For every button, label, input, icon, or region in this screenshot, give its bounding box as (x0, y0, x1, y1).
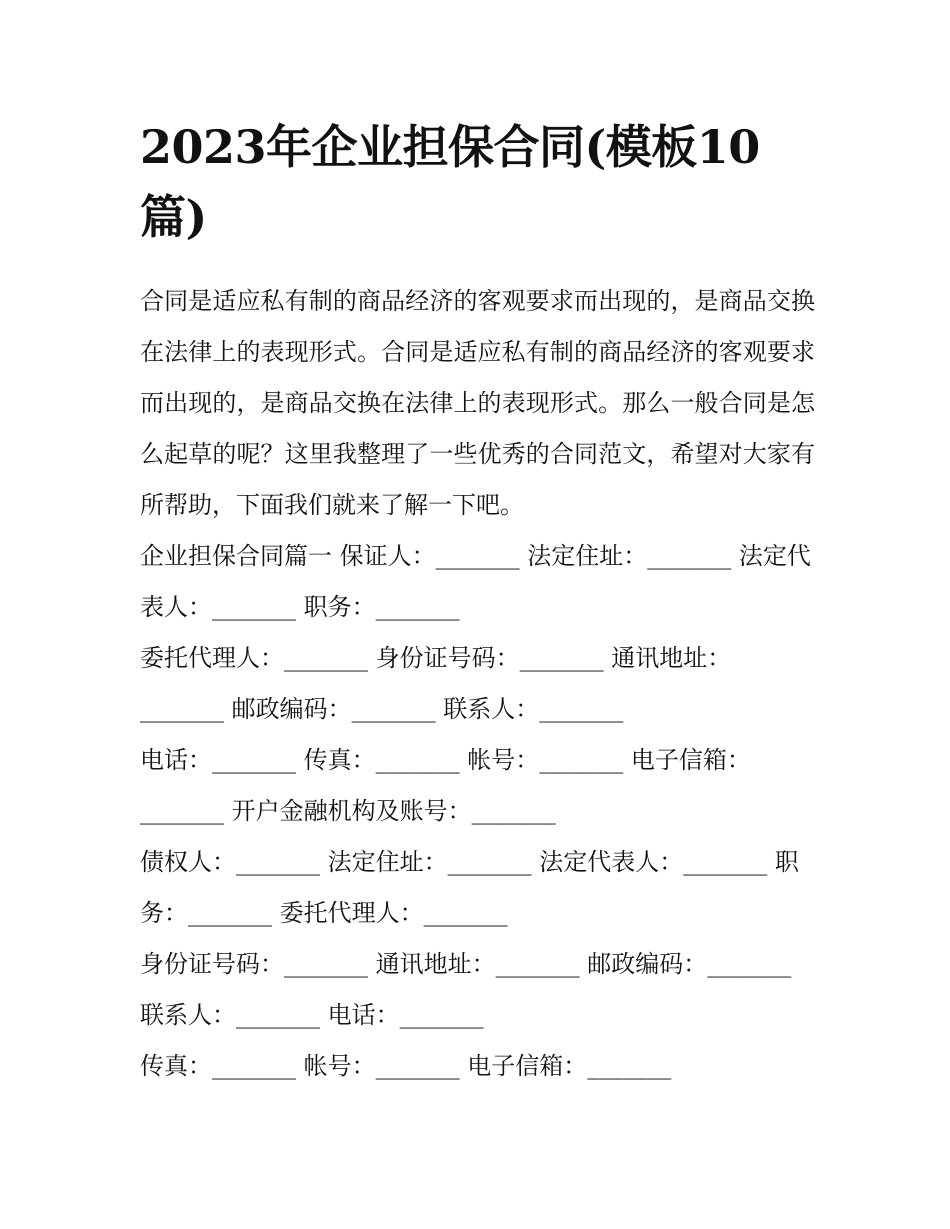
guarantor-info-line-2: 委托代理人：_______ 身份证号码：_______ 通讯地址：_______ 邮政编码：_______ 联系人：_______ (140, 644, 732, 723)
creditor-info-line-3: 传真：_______ 帐号：_______ 电子信箱：_______ (140, 1052, 672, 1080)
creditor-info-line-1: 债权人：_______ 法定住址：_______ 法定代表人：_______ 职务：_______ 委托代理人：_______ (140, 848, 799, 927)
guarantor-info-line-1: 企业担保合同篇一 保证人：_______ 法定住址：_______ 法定代表人：_______ 职务：_______ (140, 542, 811, 621)
document-title: 2023年企业担保合同(模板10篇) (140, 120, 760, 244)
document-page (140, 112, 815, 1092)
intro-paragraph: 合同是适应私有制的商品经济的客观要求而出现的，是商品交换在法律上的表现形式。合同是适应私有制的商品经济的客观要求而出现的，是商品交换在法律上的表现形式。那么一般合同是怎么起草的呢？这里我整理了一些优秀的合同范文，希望对大家有所帮助，下面我们就来了解一下吧。 (140, 287, 815, 519)
creditor-info-line-2: 身份证号码：_______ 通讯地址：_______ 邮政编码：_______ 联系人：_______ 电话：_______ (140, 950, 792, 1029)
guarantor-info-line-3: 电话：_______ 传真：_______ 帐号：_______ 电子信箱：_______ 开户金融机构及账号：_______ (140, 746, 751, 825)
